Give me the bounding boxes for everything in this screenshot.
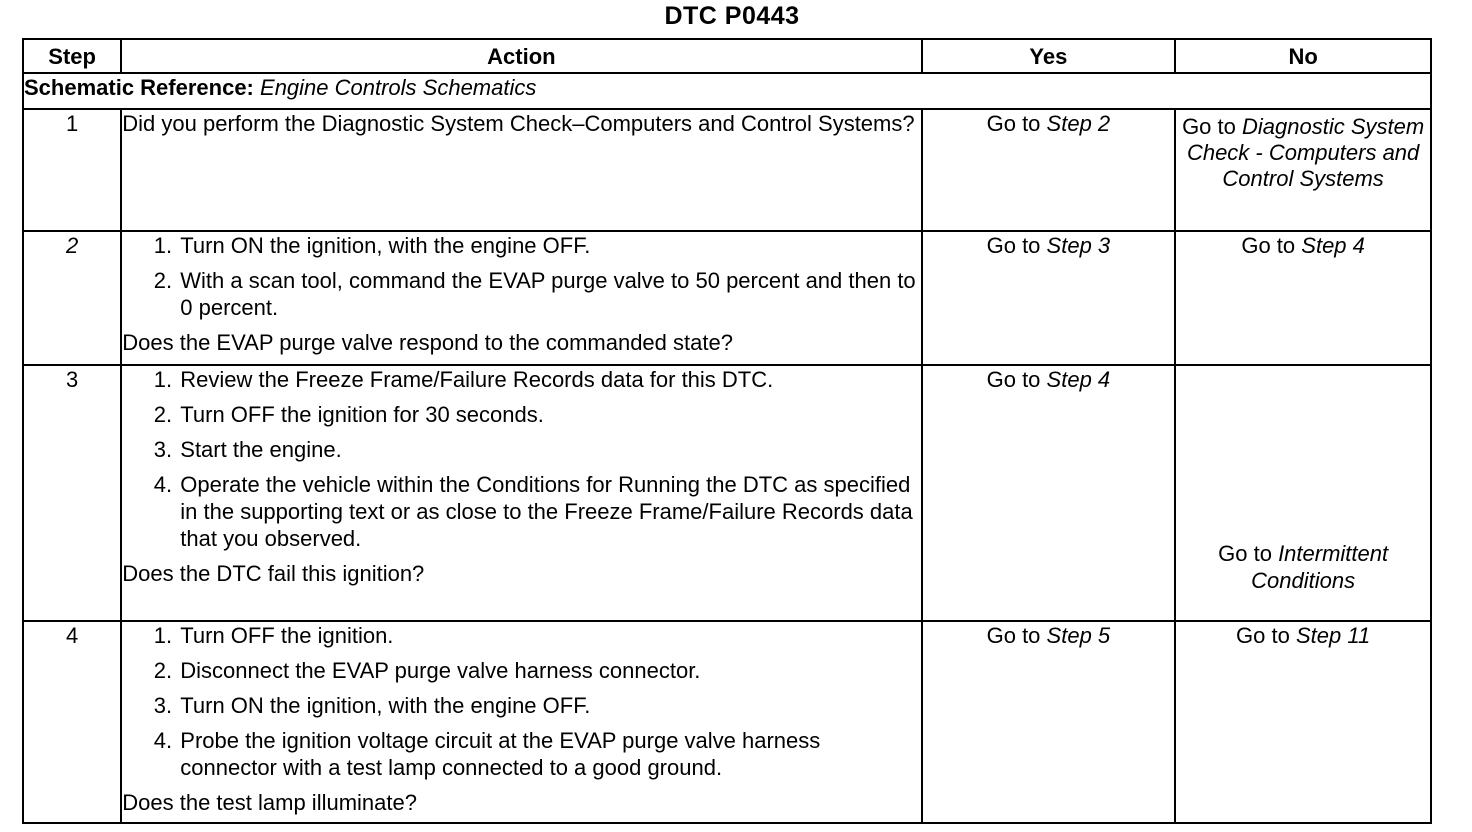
- header-no: No: [1175, 39, 1431, 73]
- step-number: 4: [23, 621, 121, 823]
- no-prefix: Go to: [1236, 623, 1290, 648]
- yes-prefix: Go to: [986, 623, 1041, 648]
- instruction-item: 3. Turn ON the ignition, with the engine OFF.: [178, 692, 920, 719]
- instruction-item: 2. Turn OFF the ignition for 30 seconds.: [178, 401, 920, 428]
- action-cell: [121, 621, 921, 823]
- instruction-item: 1. Turn ON the ignition, with the engine OFF.: [178, 232, 920, 259]
- no-prefix: Go to: [1182, 114, 1236, 139]
- dtc-table: [22, 38, 1432, 824]
- instruction-item: 2. With a scan tool, command the EVAP purge valve to 50 percent and then to 0 percent.: [178, 267, 920, 321]
- yes-cell: [922, 109, 1176, 231]
- no-cell: [1175, 621, 1431, 823]
- header-row: [23, 39, 1431, 73]
- yes-link[interactable]: Step 4: [1046, 367, 1111, 392]
- yes-link[interactable]: Step 2: [1046, 111, 1111, 136]
- table-row: [23, 621, 1431, 823]
- instruction-item: 1. Review the Freeze Frame/Failure Records data for this DTC.: [178, 366, 920, 393]
- step-instructions: [122, 232, 920, 321]
- no-cell: [1175, 109, 1431, 231]
- no-link[interactable]: Intermittent Conditions: [1251, 541, 1389, 593]
- no-cell: [1175, 365, 1431, 621]
- step-number: 3: [23, 365, 121, 621]
- no-link[interactable]: Diagnostic System Check - Computers and Control Systems: [1186, 114, 1425, 191]
- yes-prefix: Go to: [986, 111, 1041, 136]
- header-step: Step: [23, 39, 121, 73]
- table-row: [23, 109, 1431, 231]
- instruction-item: 2. Disconnect the EVAP purge valve harness connector.: [178, 657, 920, 684]
- step-question: Does the EVAP purge valve respond to the commanded state?: [122, 330, 733, 355]
- step-instructions: [122, 622, 920, 781]
- instruction-item: 1. Turn OFF the ignition.: [178, 622, 920, 649]
- yes-link[interactable]: Step 5: [1046, 623, 1111, 648]
- no-link[interactable]: Step 11: [1295, 623, 1371, 648]
- step-question: Does the test lamp illuminate?: [122, 790, 417, 815]
- step-number: 2: [23, 231, 121, 365]
- yes-cell: [922, 365, 1176, 621]
- step-question: Does the DTC fail this ignition?: [122, 561, 425, 586]
- yes-cell: [922, 231, 1176, 365]
- no-cell: [1175, 231, 1431, 365]
- action-cell: [121, 109, 921, 231]
- action-cell: [121, 231, 921, 365]
- step-question: Did you perform the Diagnostic System Check–Computers and Control Systems?: [122, 111, 915, 136]
- yes-prefix: Go to: [986, 367, 1041, 392]
- header-yes: Yes: [922, 39, 1176, 73]
- instruction-item: 4. Probe the ignition voltage circuit at the EVAP purge valve harness connector with a test lamp connected to a good ground.: [178, 727, 920, 781]
- yes-link[interactable]: Step 3: [1046, 233, 1111, 258]
- instruction-item: 3. Start the engine.: [178, 436, 920, 463]
- schematic-link[interactable]: Engine Controls Schematics: [260, 75, 537, 100]
- schematic-label: Schematic Reference:: [24, 75, 254, 100]
- page-title: DTC P0443: [664, 2, 800, 30]
- no-prefix: Go to: [1218, 541, 1272, 566]
- schematic-row: [23, 73, 1431, 109]
- step-instructions: [122, 366, 920, 552]
- step-number: 1: [23, 109, 121, 231]
- table-row: [23, 365, 1431, 621]
- no-link[interactable]: Step 4: [1301, 233, 1365, 258]
- instruction-item: 4. Operate the vehicle within the Conditions for Running the DTC as specified in the supporting text or as close to the Freeze Frame/Failure Records data that you observed.: [178, 471, 920, 552]
- yes-prefix: Go to: [986, 233, 1041, 258]
- action-cell: [121, 365, 921, 621]
- schematic-reference: [23, 73, 1431, 109]
- yes-cell: [922, 621, 1176, 823]
- table-row: [23, 231, 1431, 365]
- header-action: Action: [121, 39, 921, 73]
- no-prefix: Go to: [1241, 233, 1296, 258]
